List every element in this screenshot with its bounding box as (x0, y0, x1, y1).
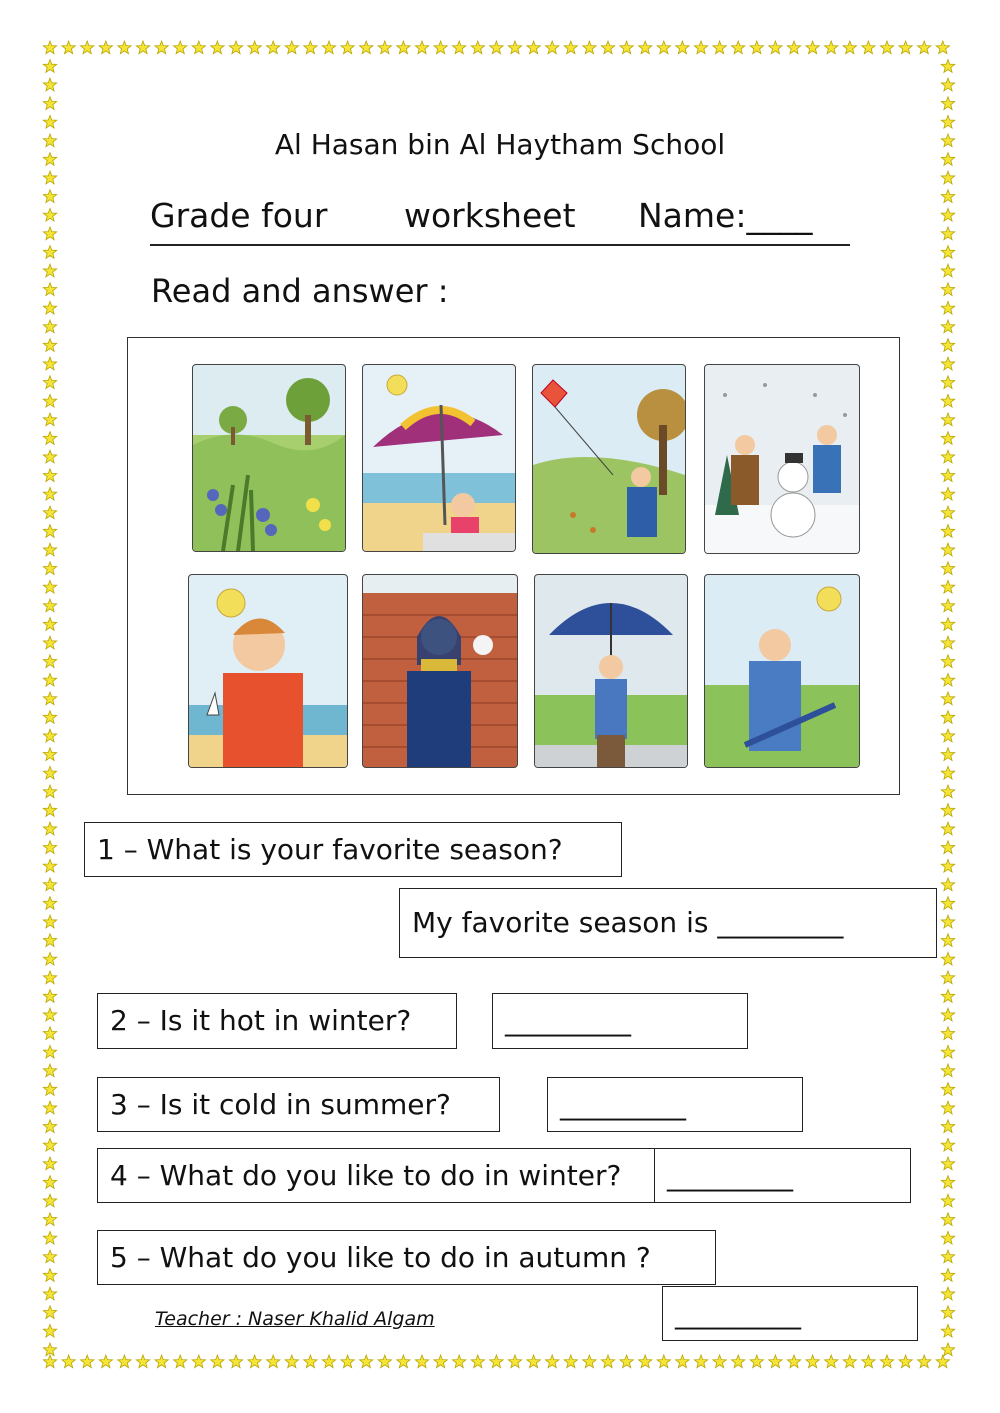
star-icon (304, 41, 317, 54)
star-icon (806, 1355, 819, 1368)
star-icon (769, 1355, 782, 1368)
star-icon (639, 41, 652, 54)
star-icon (99, 41, 112, 54)
star-icon (941, 562, 954, 575)
star-icon (43, 1101, 56, 1114)
star-icon (43, 822, 56, 835)
star-icon (118, 1355, 131, 1368)
star-icon (43, 78, 56, 91)
star-icon (322, 1355, 335, 1368)
star-icon (941, 97, 954, 110)
star-icon (899, 1355, 912, 1368)
star-icon (43, 1269, 56, 1282)
star-icon (713, 1355, 726, 1368)
star-icon (941, 785, 954, 798)
star-icon (639, 1355, 652, 1368)
star-icon (546, 41, 559, 54)
worksheet-label: worksheet (404, 196, 576, 235)
star-icon (918, 1355, 931, 1368)
star-icon (155, 1355, 168, 1368)
star-icon (434, 41, 447, 54)
star-icon (471, 1355, 484, 1368)
star-icon (941, 506, 954, 519)
star-icon (941, 897, 954, 910)
star-icon (941, 1343, 954, 1356)
star-icon (43, 729, 56, 742)
star-icon (490, 41, 503, 54)
star-icon (941, 1194, 954, 1207)
star-icon (360, 41, 373, 54)
star-icon (43, 320, 56, 333)
star-icon (620, 41, 633, 54)
star-icon (43, 227, 56, 240)
answer-5-text[interactable]: _________ (675, 1296, 801, 1330)
star-icon (43, 1306, 56, 1319)
question-4-text: 4 – What do you like to do in winter? (110, 1158, 622, 1192)
star-icon (43, 115, 56, 128)
star-icon (941, 618, 954, 631)
star-icon (899, 41, 912, 54)
star-icon (787, 41, 800, 54)
star-icon (43, 1064, 56, 1077)
question-2-text: 2 – Is it hot in winter? (110, 1004, 412, 1037)
grade-label: Grade four (150, 196, 328, 235)
star-icon (43, 1250, 56, 1263)
star-icon (941, 1287, 954, 1300)
star-icon (843, 1355, 856, 1368)
star-icon (341, 41, 354, 54)
star-icon (43, 97, 56, 110)
star-icon (43, 915, 56, 928)
star-icon (229, 41, 242, 54)
star-icon (941, 673, 954, 686)
star-icon (378, 41, 391, 54)
question-5-box (97, 1230, 716, 1285)
star-icon (43, 1287, 56, 1300)
star-icon (941, 264, 954, 277)
star-icon (825, 41, 838, 54)
star-icon (941, 543, 954, 556)
star-icon (43, 1008, 56, 1021)
star-icon (941, 227, 954, 240)
star-icon (43, 1027, 56, 1040)
star-icon (941, 822, 954, 835)
answer-5-box[interactable] (662, 1286, 918, 1341)
star-icon (304, 1355, 317, 1368)
star-icon (941, 952, 954, 965)
star-icon (941, 1045, 954, 1058)
star-icon (941, 246, 954, 259)
spring-picture-icon (192, 364, 346, 552)
star-icon (941, 1027, 954, 1040)
star-icon (941, 394, 954, 407)
star-icon (43, 339, 56, 352)
star-icon (941, 748, 954, 761)
star-icon (43, 450, 56, 463)
star-icon (862, 1355, 875, 1368)
star-icon (941, 934, 954, 947)
question-4-box (97, 1148, 655, 1203)
star-icon (941, 915, 954, 928)
star-icon (941, 1250, 954, 1263)
star-icon (787, 1355, 800, 1368)
star-icon (81, 41, 94, 54)
star-icon (43, 376, 56, 389)
star-icon (211, 1355, 224, 1368)
star-icon (941, 804, 954, 817)
star-icon (941, 469, 954, 482)
teacher-name: Teacher : Naser Khalid Algam (155, 1308, 435, 1330)
star-icon (936, 41, 949, 54)
star-icon (941, 859, 954, 872)
star-icon (941, 301, 954, 314)
name-field[interactable]: Name:____ (638, 196, 813, 235)
star-icon (941, 171, 954, 184)
star-icon (43, 655, 56, 668)
summer-beach-picture-icon (362, 364, 516, 552)
star-icon (941, 580, 954, 593)
star-icon (941, 450, 954, 463)
star-icon (941, 1269, 954, 1282)
star-icon (434, 1355, 447, 1368)
star-icon (174, 41, 187, 54)
star-icon (378, 1355, 391, 1368)
answer-4-box[interactable] (654, 1148, 911, 1203)
star-icon (490, 1355, 503, 1368)
star-icon (941, 766, 954, 779)
star-icon (843, 41, 856, 54)
star-icon (43, 1083, 56, 1096)
star-icon (43, 1213, 56, 1226)
star-icon (918, 41, 931, 54)
winter-snowman-picture-icon (704, 364, 860, 554)
star-icon (43, 208, 56, 221)
star-icon (43, 711, 56, 724)
star-icon (941, 990, 954, 1003)
star-icon (62, 41, 75, 54)
star-icon (43, 748, 56, 761)
star-icon (397, 41, 410, 54)
star-icon (941, 1083, 954, 1096)
star-icon (229, 1355, 242, 1368)
star-icon (941, 692, 954, 705)
star-icon (713, 41, 726, 54)
star-icon (732, 1355, 745, 1368)
star-icon (322, 41, 335, 54)
answer-3-text[interactable]: _________ (560, 1087, 686, 1121)
star-icon (192, 1355, 205, 1368)
star-icon (941, 599, 954, 612)
star-icon (769, 41, 782, 54)
star-icon (43, 990, 56, 1003)
cold-weather-picture-icon (362, 574, 518, 768)
star-icon (941, 711, 954, 724)
star-icon (43, 599, 56, 612)
star-icon (750, 41, 763, 54)
star-icon (43, 673, 56, 686)
star-icon (415, 41, 428, 54)
star-icon (43, 971, 56, 984)
star-icon (941, 1176, 954, 1189)
star-icon (43, 469, 56, 482)
rainy-weather-picture-icon (534, 574, 688, 768)
star-icon (941, 1008, 954, 1021)
star-icon (564, 41, 577, 54)
star-icon (211, 41, 224, 54)
star-icon (620, 1355, 633, 1368)
star-icon (657, 1355, 670, 1368)
instruction: Read and answer : (151, 272, 449, 310)
star-icon (267, 41, 280, 54)
star-icon (43, 301, 56, 314)
star-icon (941, 655, 954, 668)
star-icon (155, 41, 168, 54)
star-icon (43, 1355, 56, 1368)
star-icon (43, 1194, 56, 1207)
star-icon (43, 878, 56, 891)
star-icon (285, 1355, 298, 1368)
star-icon (285, 41, 298, 54)
school-name: Al Hasan bin Al Haytham School (274, 128, 726, 161)
star-icon (601, 41, 614, 54)
star-icon (941, 78, 954, 91)
star-icon (825, 1355, 838, 1368)
star-icon (43, 841, 56, 854)
star-icon (43, 934, 56, 947)
question-3-box (97, 1077, 500, 1132)
star-icon (564, 1355, 577, 1368)
question-3-text: 3 – Is it cold in summer? (110, 1087, 451, 1121)
star-icon (941, 339, 954, 352)
question-1-box (84, 822, 622, 877)
star-icon (62, 1355, 75, 1368)
question-2-box (97, 993, 457, 1049)
star-icon (43, 859, 56, 872)
star-icon (43, 618, 56, 631)
question-5-text: 5 – What do you like to do in autumn ? (110, 1240, 651, 1274)
star-icon (941, 1064, 954, 1077)
star-icon (527, 41, 540, 54)
star-icon (941, 487, 954, 500)
star-icon (43, 562, 56, 575)
star-icon (43, 190, 56, 203)
star-icon (192, 41, 205, 54)
star-icon (43, 1045, 56, 1058)
star-icon (267, 1355, 280, 1368)
star-icon (43, 785, 56, 798)
star-icon (341, 1355, 354, 1368)
star-icon (941, 208, 954, 221)
star-icon (43, 1138, 56, 1151)
star-icon (471, 41, 484, 54)
answer-1-text[interactable]: My favorite season is _________ (412, 906, 844, 939)
star-icon (43, 1324, 56, 1337)
star-icon (527, 1355, 540, 1368)
star-icon (43, 543, 56, 556)
star-icon (941, 1138, 954, 1151)
answer-2-text[interactable]: _________ (505, 1004, 631, 1037)
star-icon (43, 487, 56, 500)
star-icon (676, 1355, 689, 1368)
answer-2-box[interactable] (492, 993, 748, 1049)
star-icon (694, 1355, 707, 1368)
star-icon (43, 766, 56, 779)
star-icon (941, 1101, 954, 1114)
star-icon (248, 1355, 261, 1368)
star-icon (694, 41, 707, 54)
question-1-text: 1 – What is your favorite season? (97, 832, 563, 866)
star-icon (546, 1355, 559, 1368)
star-icon (43, 264, 56, 277)
star-icon (941, 376, 954, 389)
star-icon (941, 1231, 954, 1244)
star-icon (43, 525, 56, 538)
star-icon (136, 1355, 149, 1368)
star-icon (453, 41, 466, 54)
star-icon (880, 1355, 893, 1368)
star-icon (941, 283, 954, 296)
star-icon (99, 1355, 112, 1368)
star-icon (941, 1324, 954, 1337)
star-icon (43, 41, 56, 54)
star-icon (43, 246, 56, 259)
star-icon (941, 878, 954, 891)
star-icon (43, 692, 56, 705)
star-icon (941, 729, 954, 742)
star-icon (732, 41, 745, 54)
star-icon (43, 1120, 56, 1133)
star-icon (43, 413, 56, 426)
star-icon (248, 41, 261, 54)
star-icon (941, 115, 954, 128)
star-icon (941, 190, 954, 203)
star-icon (43, 60, 56, 73)
star-icon (174, 1355, 187, 1368)
star-icon (43, 394, 56, 407)
star-icon (657, 41, 670, 54)
star-icon (508, 41, 521, 54)
answer-4-text[interactable]: _________ (667, 1158, 793, 1192)
star-icon (941, 432, 954, 445)
star-icon (43, 506, 56, 519)
star-icon (453, 1355, 466, 1368)
star-icon (941, 413, 954, 426)
star-icon (43, 171, 56, 184)
star-icon (941, 841, 954, 854)
star-icon (936, 1355, 949, 1368)
star-icon (136, 41, 149, 54)
star-icon (583, 41, 596, 54)
star-icon (43, 952, 56, 965)
star-icon (941, 320, 954, 333)
star-icon (43, 897, 56, 910)
star-icon (43, 804, 56, 817)
star-icon (806, 41, 819, 54)
star-icon (601, 1355, 614, 1368)
star-icon (880, 41, 893, 54)
star-icon (43, 1231, 56, 1244)
star-icon (43, 357, 56, 370)
star-icon (43, 636, 56, 649)
star-icon (941, 636, 954, 649)
star-icon (397, 1355, 410, 1368)
grade-header (150, 196, 850, 246)
star-icon (941, 60, 954, 73)
star-icon (43, 1157, 56, 1170)
star-icon (750, 1355, 763, 1368)
answer-1-box[interactable] (399, 888, 937, 958)
star-icon (508, 1355, 521, 1368)
star-icon (941, 1306, 954, 1319)
hot-weather-picture-icon (188, 574, 348, 768)
star-icon (941, 1120, 954, 1133)
star-icon (676, 41, 689, 54)
star-icon (43, 1176, 56, 1189)
star-icon (583, 1355, 596, 1368)
star-icon (43, 283, 56, 296)
sunny-weather-picture-icon (704, 574, 860, 768)
star-icon (360, 1355, 373, 1368)
seasons-picture (127, 337, 900, 795)
star-icon (941, 525, 954, 538)
star-icon (415, 1355, 428, 1368)
star-icon (43, 1343, 56, 1356)
star-icon (81, 1355, 94, 1368)
star-icon (941, 1157, 954, 1170)
star-icon (43, 432, 56, 445)
answer-3-box[interactable] (547, 1077, 803, 1132)
star-icon (941, 357, 954, 370)
star-icon (862, 41, 875, 54)
star-icon (941, 971, 954, 984)
star-icon (941, 1213, 954, 1226)
autumn-kite-picture-icon (532, 364, 686, 554)
star-icon (43, 580, 56, 593)
star-icon (118, 41, 131, 54)
